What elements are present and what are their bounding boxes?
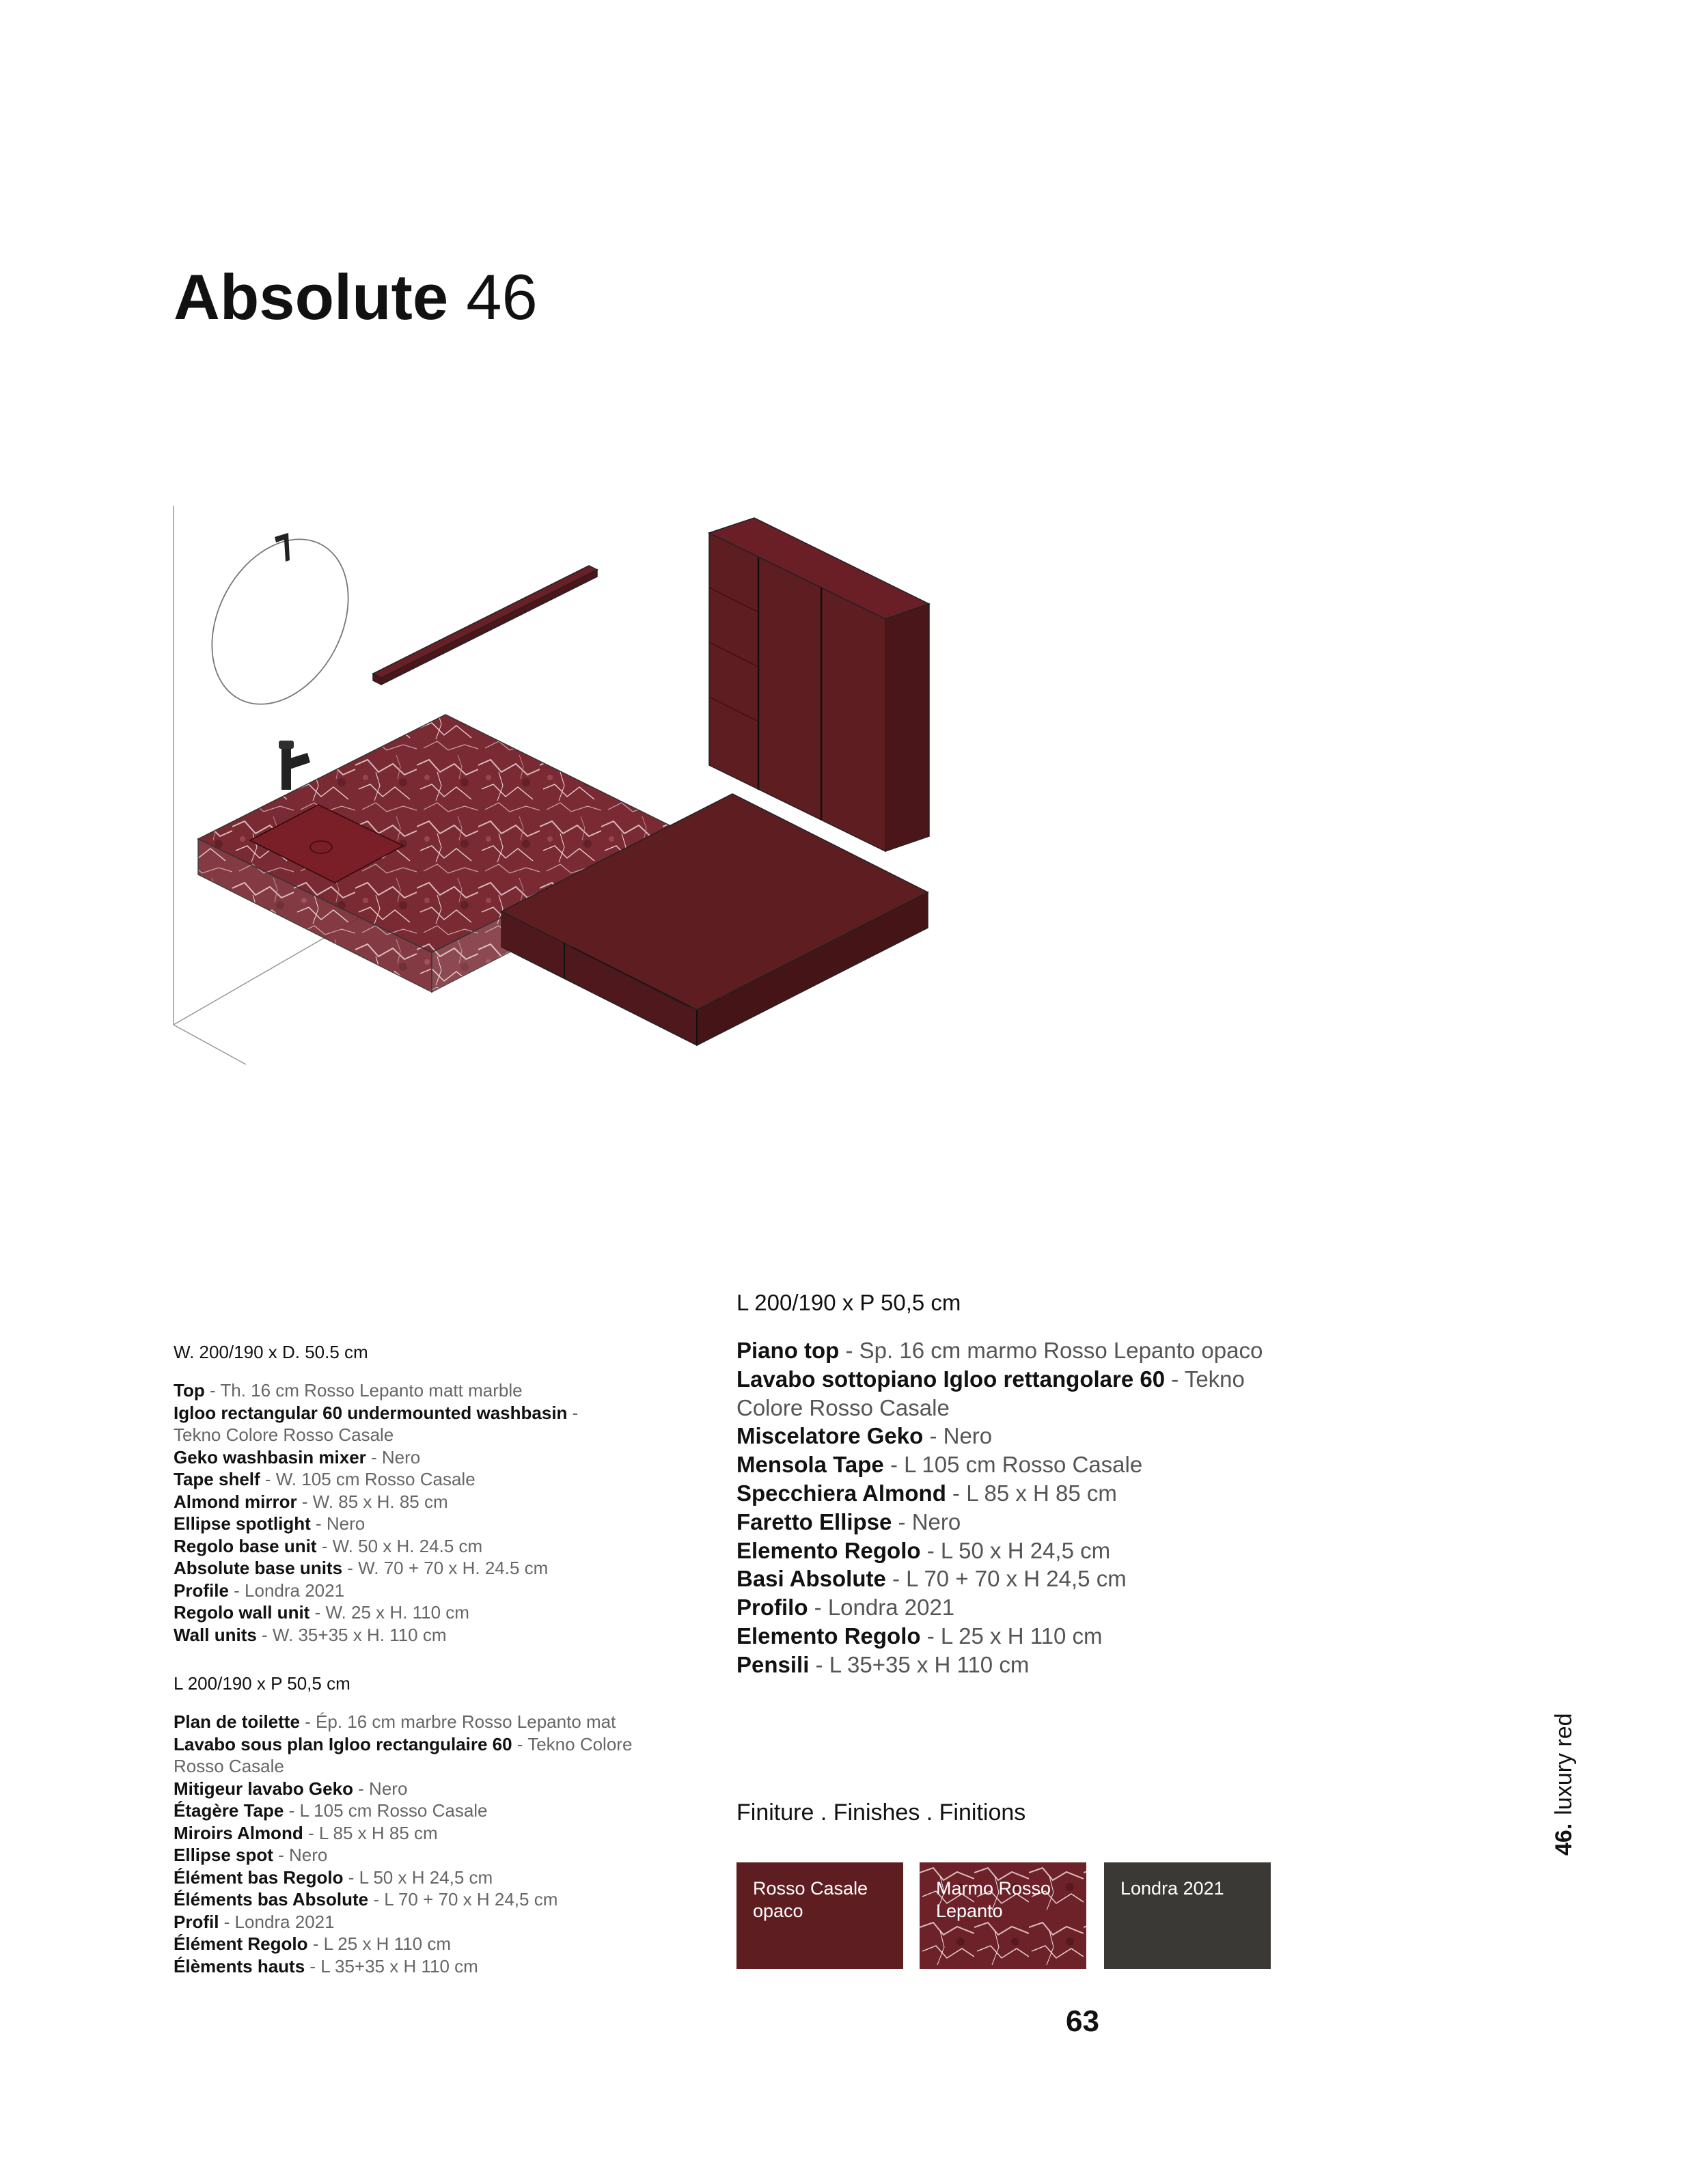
finishes-title: Finiture . Finishes . Finitions: [736, 1800, 1026, 1826]
swatch-rosso-casale: [736, 1862, 903, 1969]
spec-line: Profil - Londra 2021: [174, 1911, 335, 1932]
spec-line: Piano top - Sp. 16 cm marmo Rosso Lepanto opaco: [736, 1338, 1263, 1363]
spec-block-english-french: [174, 1342, 693, 1977]
spec-heading-fr: L 200/190 x P 50,5 cm: [174, 1673, 350, 1694]
spec-line: Élément bas Regolo - L 50 x H 24,5 cm: [174, 1866, 493, 1888]
spec-line: Éléments bas Absolute - L 70 + 70 x H 24,5 cm: [174, 1889, 558, 1910]
swatch-label: Rosso Casale opaco: [753, 1878, 868, 1921]
spec-line: Lavabo sottopiano Igloo rettangolare 60 - Tekno: [736, 1366, 1245, 1392]
spec-line: Elemento Regolo - L 50 x H 24,5 cm: [736, 1537, 1111, 1563]
spec-line: Lavabo sous plan Igloo rectangulaire 60 - Tekno Colore: [174, 1733, 633, 1754]
ellipse-spotlight: [275, 533, 290, 562]
spec-line: Élèments hauts - L 35+35 x H 110 cm: [174, 1955, 478, 1976]
title-name: Absolute: [174, 261, 449, 333]
spec-line: Geko washbasin mixer - Nero: [174, 1446, 421, 1468]
spec-line: Top - Th. 16 cm Rosso Lepanto matt marble: [174, 1380, 523, 1401]
spec-line: Tekno Colore Rosso Casale: [174, 1424, 394, 1445]
spec-line: Regolo wall unit - W. 25 x H. 110 cm: [174, 1602, 469, 1623]
spec-heading-it: L 200/190 x P 50,5 cm: [736, 1290, 961, 1315]
spec-block-italian: [736, 1290, 1372, 1679]
side-label-text: luxury red: [1551, 1713, 1577, 1815]
side-label-number: 46.: [1551, 1823, 1577, 1856]
spec-group-fr: [174, 1673, 693, 1977]
tape-shelf: [373, 566, 597, 685]
page-number: 63: [1066, 2004, 1099, 2038]
spec-line: Profile - Londra 2021: [174, 1580, 345, 1601]
spec-line: Rosso Casale: [174, 1756, 284, 1776]
spec-line: Elemento Regolo - L 25 x H 110 cm: [736, 1623, 1103, 1649]
swatch-label: Marmo Rosso Lepanto: [936, 1878, 1051, 1921]
page-title: [174, 261, 538, 333]
spec-line: Basi Absolute - L 70 + 70 x H 24,5 cm: [736, 1566, 1127, 1592]
spec-line: Étagère Tape - L 105 cm Rosso Casale: [174, 1800, 488, 1821]
spec-line: Élément Regolo - L 25 x H 110 cm: [174, 1933, 452, 1954]
swatch-label: Londra 2021: [1120, 1878, 1224, 1899]
spec-line: Profilo - Londra 2021: [736, 1595, 955, 1621]
geko-mixer: [279, 741, 310, 790]
spec-line: Absolute base units - W. 70 + 70 x H. 24.5 cm: [174, 1558, 549, 1578]
spec-line: Faretto Ellipse - Nero: [736, 1508, 961, 1534]
spec-line: Plan de toilette - Ép. 16 cm marbre Rosso Lepanto mat: [174, 1711, 616, 1732]
spec-heading-en: W. 200/190 x D. 50.5 cm: [174, 1342, 368, 1362]
spec-line: Mensola Tape - L 105 cm Rosso Casale: [736, 1452, 1143, 1478]
spec-line: Wall units - W. 35+35 x H. 110 cm: [174, 1624, 447, 1645]
side-label: [1551, 1713, 1578, 1856]
spec-line: Almond mirror - W. 85 x H. 85 cm: [174, 1491, 448, 1512]
product-illustration: [171, 506, 936, 1073]
spec-line: Ellipse spot - Nero: [174, 1845, 328, 1865]
almond-mirror: [184, 516, 375, 728]
spec-line: Ellipse spotlight - Nero: [174, 1513, 366, 1534]
spec-line: Miroirs Almond - L 85 x H 85 cm: [174, 1822, 438, 1843]
spec-line: Specchiera Almond - L 85 x H 85 cm: [736, 1480, 1117, 1506]
spec-line: Igloo rectangular 60 undermounted washbasin -: [174, 1402, 579, 1423]
spec-line: Colore Rosso Casale: [736, 1394, 950, 1420]
swatch-marmo-rosso-lepanto: [920, 1862, 1086, 1969]
title-number: 46: [466, 261, 538, 333]
spec-line: Tape shelf - W. 105 cm Rosso Casale: [174, 1469, 476, 1489]
spec-list-en: [174, 1379, 693, 1646]
spec-line: Pensili - L 35+35 x H 110 cm: [736, 1651, 1030, 1677]
spec-line: Regolo base unit - W. 50 x H. 24.5 cm: [174, 1535, 483, 1556]
spec-line: Mitigeur lavabo Geko - Nero: [174, 1778, 408, 1799]
swatch-londra-2021: [1104, 1862, 1271, 1969]
spec-line: Miscelatore Geko - Nero: [736, 1423, 993, 1449]
